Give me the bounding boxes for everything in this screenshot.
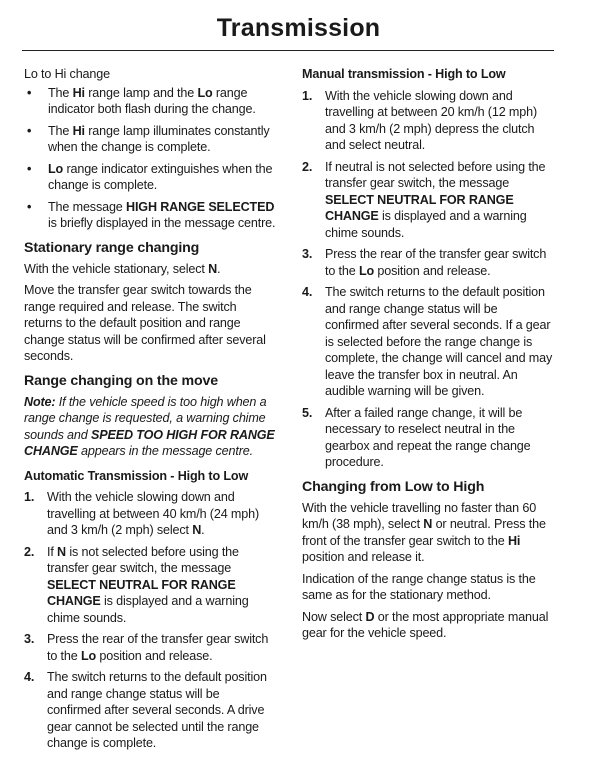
- low-to-high-paragraph-2: Indication of the range change status is the same as for the stationary method.: [302, 571, 536, 602]
- stationary-heading: Stationary range changing: [24, 239, 200, 256]
- auto-transmission-heading: Automatic Transmission - High to Low: [24, 468, 249, 483]
- step-item: 3. Press the rear of the transfer gear switch to the Lo position and release.: [302, 247, 547, 278]
- page-title: Transmission: [216, 14, 381, 42]
- stationary-paragraph-1: With the vehicle stationary, select N.: [24, 261, 221, 276]
- bullet-icon: •: [27, 161, 32, 176]
- bullet-icon: •: [27, 199, 32, 214]
- bullet-item: • The message HIGH RANGE SELECTED is briefly displayed in the message centre.: [27, 199, 276, 230]
- bullet-icon: •: [27, 85, 32, 100]
- lo-to-hi-intro: Lo to Hi change: [24, 67, 110, 81]
- left-column: [24, 66, 276, 757]
- move-heading: Range changing on the move: [24, 372, 218, 389]
- low-to-high-paragraph-1: With the vehicle travelling no faster than 60 km/h (38 mph), select N or neutral. Press the front of the transfer gear switch to the Hi position and release it.: [302, 500, 546, 564]
- low-to-high-heading: Changing from Low to High: [302, 478, 485, 495]
- bullet-icon: •: [27, 123, 32, 138]
- auto-transmission-steps: [24, 489, 276, 752]
- low-to-high-paragraph-3: Now select D or the most appropriate manual gear for the vehicle speed.: [302, 609, 549, 640]
- bullet-item: • Lo range indicator extinguishes when the change is complete.: [27, 161, 273, 192]
- step-item: 4. The switch returns to the default position and range change status will be confirmed after several seconds. A drive gear cannot be selected until the range change is complete.: [24, 670, 267, 750]
- step-item: 2. If N is not selected before using the transfer gear switch, the message SELECT NEUTRAL FOR RANGE CHANGE is displayed and a warning chime sounds.: [24, 544, 249, 625]
- step-item: 2. If neutral is not selected before using the transfer gear switch, the message SELECT NEUTRAL FOR RANGE CHANGE is displayed and a warning chime sounds.: [302, 159, 546, 240]
- step-item: 4. The switch returns to the default position and range change status will be confirmed after several seconds. If a gear is selected before the range change is complete, the change will cancel and may leave the transfer box in neutral. An audible warning will be given.: [302, 285, 553, 398]
- stationary-paragraph-2: Move the transfer gear switch towards the range required and release. The switch returns to the default position and range change status will be confirmed after several seconds.: [24, 283, 266, 363]
- step-item: 1. With the vehicle slowing down and travelling at between 20 km/h (12 mph) and 3 km/h (2 mph) depress the clutch and select neutral.: [302, 88, 538, 152]
- step-item: 1. With the vehicle slowing down and travelling at between 40 km/h (24 mph) and 3 km/h (2 mph) select N.: [24, 490, 260, 537]
- lo-to-hi-bullets: [24, 85, 276, 232]
- bullet-item: • The Hi range lamp and the Lo range indicator both flash during the change.: [27, 85, 256, 116]
- speed-note: Note: If the vehicle speed is too high when a range change is requested, a warning chime sounds and SPEED TOO HIGH FOR RANGE CHANGE appears in the message centre.: [24, 394, 275, 458]
- step-item: 5. After a failed range change, it will be necessary to reselect neutral in the gearbox and repeat the range change procedure.: [302, 405, 531, 469]
- manual-transmission-steps: [302, 88, 554, 471]
- bullet-item: • The Hi range lamp illuminates constantly when the change is complete.: [27, 123, 270, 154]
- title-rule: [22, 50, 554, 51]
- step-item: 3. Press the rear of the transfer gear switch to the Lo position and release.: [24, 632, 269, 663]
- right-column: [302, 66, 554, 647]
- manual-transmission-heading: Manual transmission - High to Low: [302, 67, 506, 81]
